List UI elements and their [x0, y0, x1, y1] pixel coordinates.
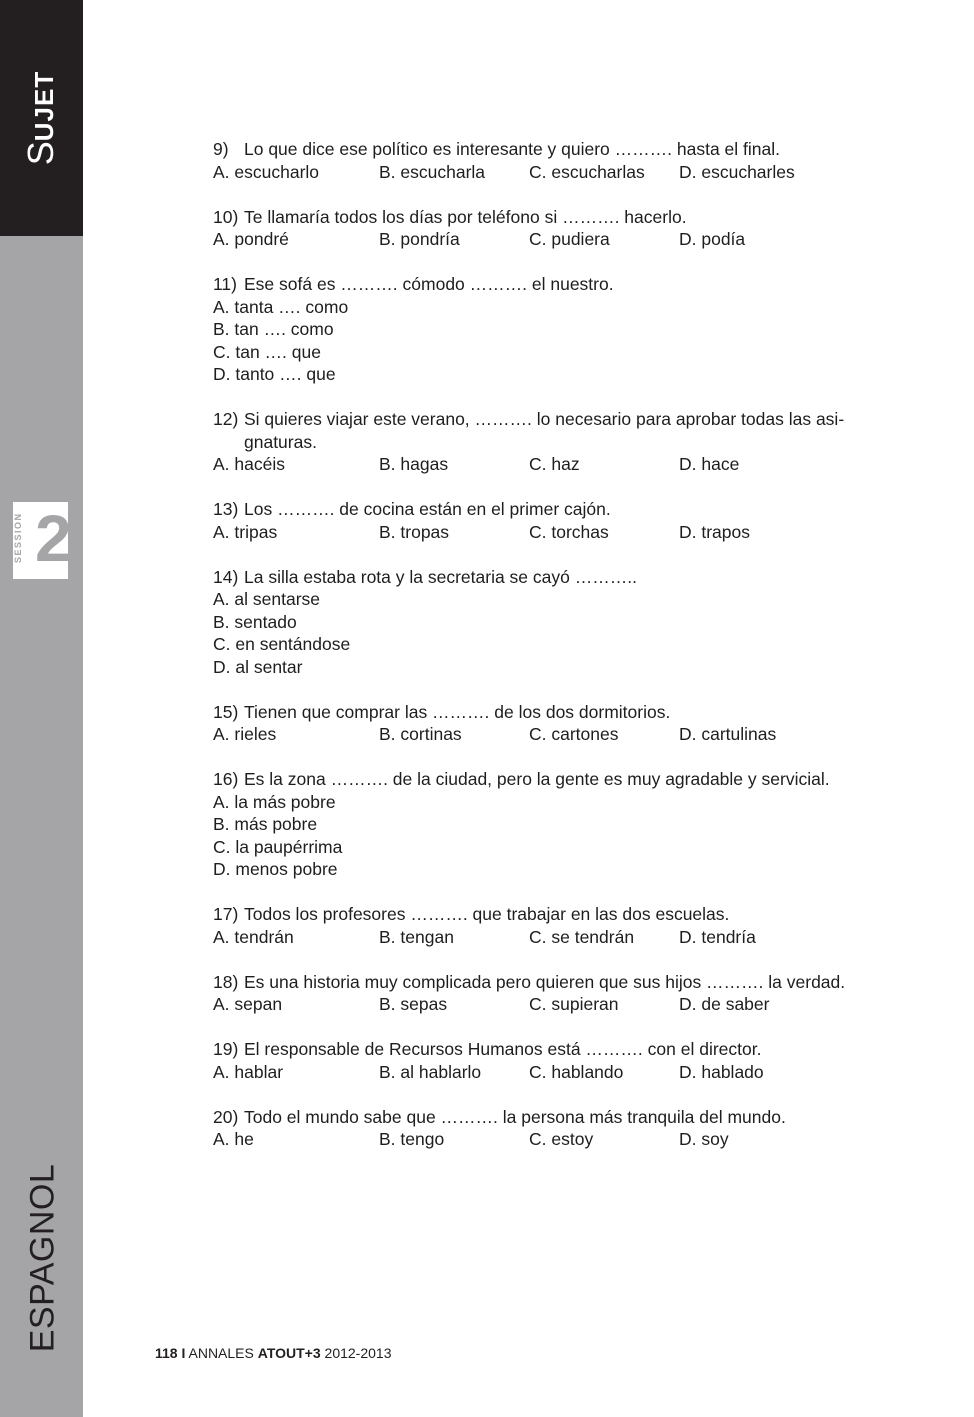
answer-option: D. tendría	[679, 926, 756, 947]
question-number: 19)	[213, 1039, 239, 1059]
answer-option: D. escucharles	[679, 161, 795, 182]
answer-option: B. tengo	[379, 1129, 445, 1149]
answer-option: A. hablar	[213, 1061, 284, 1082]
question-prompt	[213, 206, 913, 229]
answer-options	[213, 161, 913, 184]
question-number: 17)	[213, 904, 239, 924]
answer-option: D. de saber	[679, 994, 770, 1014]
question-item	[213, 768, 913, 881]
answer-option: C. pudiera	[529, 229, 610, 249]
section-label-sujet	[20, 71, 62, 165]
session-label: SESSION	[13, 512, 23, 563]
question-number: 14)	[213, 566, 239, 587]
question-item	[213, 903, 913, 948]
answer-option: B. cortinas	[379, 724, 462, 744]
answer-options	[213, 521, 913, 544]
question-number: 16)	[213, 769, 239, 789]
question-number: 15)	[213, 701, 239, 722]
answer-option: C. hablando	[529, 1061, 624, 1082]
answer-options	[213, 926, 913, 949]
question-text: El responsable de Recursos Humanos está ………. con el director.	[244, 1039, 762, 1059]
question-text: Tienen que comprar las ………. de los dos dormitorios.	[244, 701, 671, 722]
answer-options	[213, 1128, 913, 1151]
answer-options	[213, 1061, 913, 1084]
answer-option: C. torchas	[529, 521, 609, 542]
answer-option: D. podía	[679, 229, 746, 249]
page-footer	[155, 1345, 391, 1361]
question-text: Lo que dice ese político es interesante y quiero ………. hasta el final.	[244, 139, 780, 159]
answer-option: B. tan …. como	[213, 319, 334, 339]
answer-option: A. tendrán	[213, 926, 294, 947]
answer-option: A. tanta …. como	[213, 296, 349, 317]
answer-options	[213, 453, 913, 476]
footer-separator: I	[181, 1345, 186, 1361]
session-number: 2	[35, 501, 72, 575]
question-text: La silla estaba rota y la secretaria se cayó ………..	[244, 566, 637, 587]
answer-option: D. trapos	[679, 521, 750, 542]
question-prompt	[213, 138, 913, 161]
question-text: Todos los profesores ………. que trabajar en las dos escuelas.	[244, 904, 730, 924]
answer-option: A. rieles	[213, 724, 277, 744]
footer-brand: ATOUT+3	[257, 1345, 321, 1361]
answer-option: B. sepas	[379, 994, 448, 1014]
question-item	[213, 566, 913, 679]
answer-option: C. supieran	[529, 994, 619, 1014]
answer-option: B. hagas	[379, 454, 449, 474]
footer-publication: ANNALES	[188, 1345, 254, 1361]
answer-option: C. la paupérrima	[213, 836, 343, 857]
question-number: 20)	[213, 1106, 239, 1127]
section-label-rest: UJET	[29, 70, 59, 142]
answer-option: C. haz	[529, 454, 580, 474]
question-number: 18)	[213, 971, 239, 992]
question-item	[213, 408, 913, 476]
answer-option: A. pondré	[213, 229, 289, 249]
answer-option: A. escucharlo	[213, 161, 320, 182]
answer-option: A. la más pobre	[213, 791, 336, 812]
question-text: Todo el mundo sabe que ………. la persona más tranquila del mundo.	[244, 1106, 786, 1127]
answer-option: D. tanto …. que	[213, 364, 336, 384]
question-text: Es la zona ………. de la ciudad, pero la gente es muy agradable y servicial.	[244, 769, 830, 789]
question-number: 9)	[213, 139, 229, 159]
question-item	[213, 1106, 913, 1151]
answer-option: D. cartulinas	[679, 724, 777, 744]
subject-label: ESPAGNOL	[23, 1163, 62, 1353]
answer-option: A. al sentarse	[213, 589, 320, 609]
answer-option: C. tan …. que	[213, 341, 321, 362]
answer-option: C. cartones	[529, 724, 619, 744]
answer-option: B. sentado	[213, 611, 297, 632]
question-prompt	[213, 903, 913, 926]
question-prompt	[213, 566, 913, 589]
answer-options	[213, 296, 913, 386]
question-item	[213, 701, 913, 746]
answer-option: B. pondría	[379, 229, 460, 249]
answer-option: C. se tendrán	[529, 926, 635, 947]
answer-option: C. escucharlas	[529, 161, 645, 182]
section-label-initial: S	[20, 141, 61, 166]
answer-option: A. sepan	[213, 994, 283, 1014]
question-prompt	[213, 701, 913, 724]
question-prompt	[213, 498, 913, 521]
question-item	[213, 971, 913, 1016]
session-badge	[13, 501, 72, 579]
question-item	[213, 206, 913, 251]
question-prompt	[213, 1106, 913, 1129]
page-number: 118	[155, 1345, 178, 1361]
question-item	[213, 138, 913, 183]
answer-option: D. hace	[679, 454, 740, 474]
answer-option: D. soy	[679, 1129, 729, 1149]
answer-options	[213, 228, 913, 251]
question-text: Si quieres viajar este verano, ………. lo necesario para aprobar todas las asi- gnaturas.	[244, 409, 845, 452]
answer-option: B. tropas	[379, 521, 450, 542]
answer-option: C. estoy	[529, 1129, 594, 1149]
answer-option: A. he	[213, 1129, 254, 1149]
answer-options	[213, 588, 913, 678]
question-prompt	[213, 408, 913, 453]
question-list	[213, 138, 913, 1173]
sidebar	[0, 0, 83, 1417]
question-text: Los ………. de cocina están en el primer cajón.	[244, 499, 611, 519]
question-prompt	[213, 273, 913, 296]
answer-options	[213, 993, 913, 1016]
question-number: 12)	[213, 409, 239, 429]
sidebar-header-band	[0, 0, 83, 236]
answer-options	[213, 791, 913, 881]
question-prompt	[213, 1038, 913, 1061]
question-number: 13)	[213, 499, 239, 519]
answer-option: B. escucharla	[379, 161, 486, 182]
answer-option: B. al hablarlo	[379, 1061, 482, 1082]
answer-option: B. más pobre	[213, 814, 318, 834]
question-item	[213, 498, 913, 543]
question-text: Te llamaría todos los días por teléfono si ………. hacerlo.	[244, 206, 687, 227]
answer-option: C. en sentándose	[213, 634, 351, 654]
question-number: 11)	[213, 274, 237, 294]
answer-options	[213, 723, 913, 746]
session-word-wrapper	[13, 493, 25, 563]
question-item	[213, 1038, 913, 1083]
footer-years: 2012-2013	[324, 1345, 392, 1361]
question-prompt	[213, 971, 913, 994]
question-item	[213, 273, 913, 386]
answer-option: A. hacéis	[213, 454, 285, 474]
question-number: 10)	[213, 206, 239, 227]
answer-option: D. menos pobre	[213, 859, 338, 879]
question-text: Es una historia muy complicada pero quieren que sus hijos ………. la verdad.	[244, 971, 846, 992]
answer-option: B. tengan	[379, 926, 454, 947]
answer-option: A. tripas	[213, 521, 278, 542]
answer-option: D. al sentar	[213, 656, 303, 677]
question-text: Ese sofá es ………. cómodo ………. el nuestro.	[244, 274, 614, 294]
answer-option: D. hablado	[679, 1061, 764, 1082]
question-prompt	[213, 768, 913, 791]
